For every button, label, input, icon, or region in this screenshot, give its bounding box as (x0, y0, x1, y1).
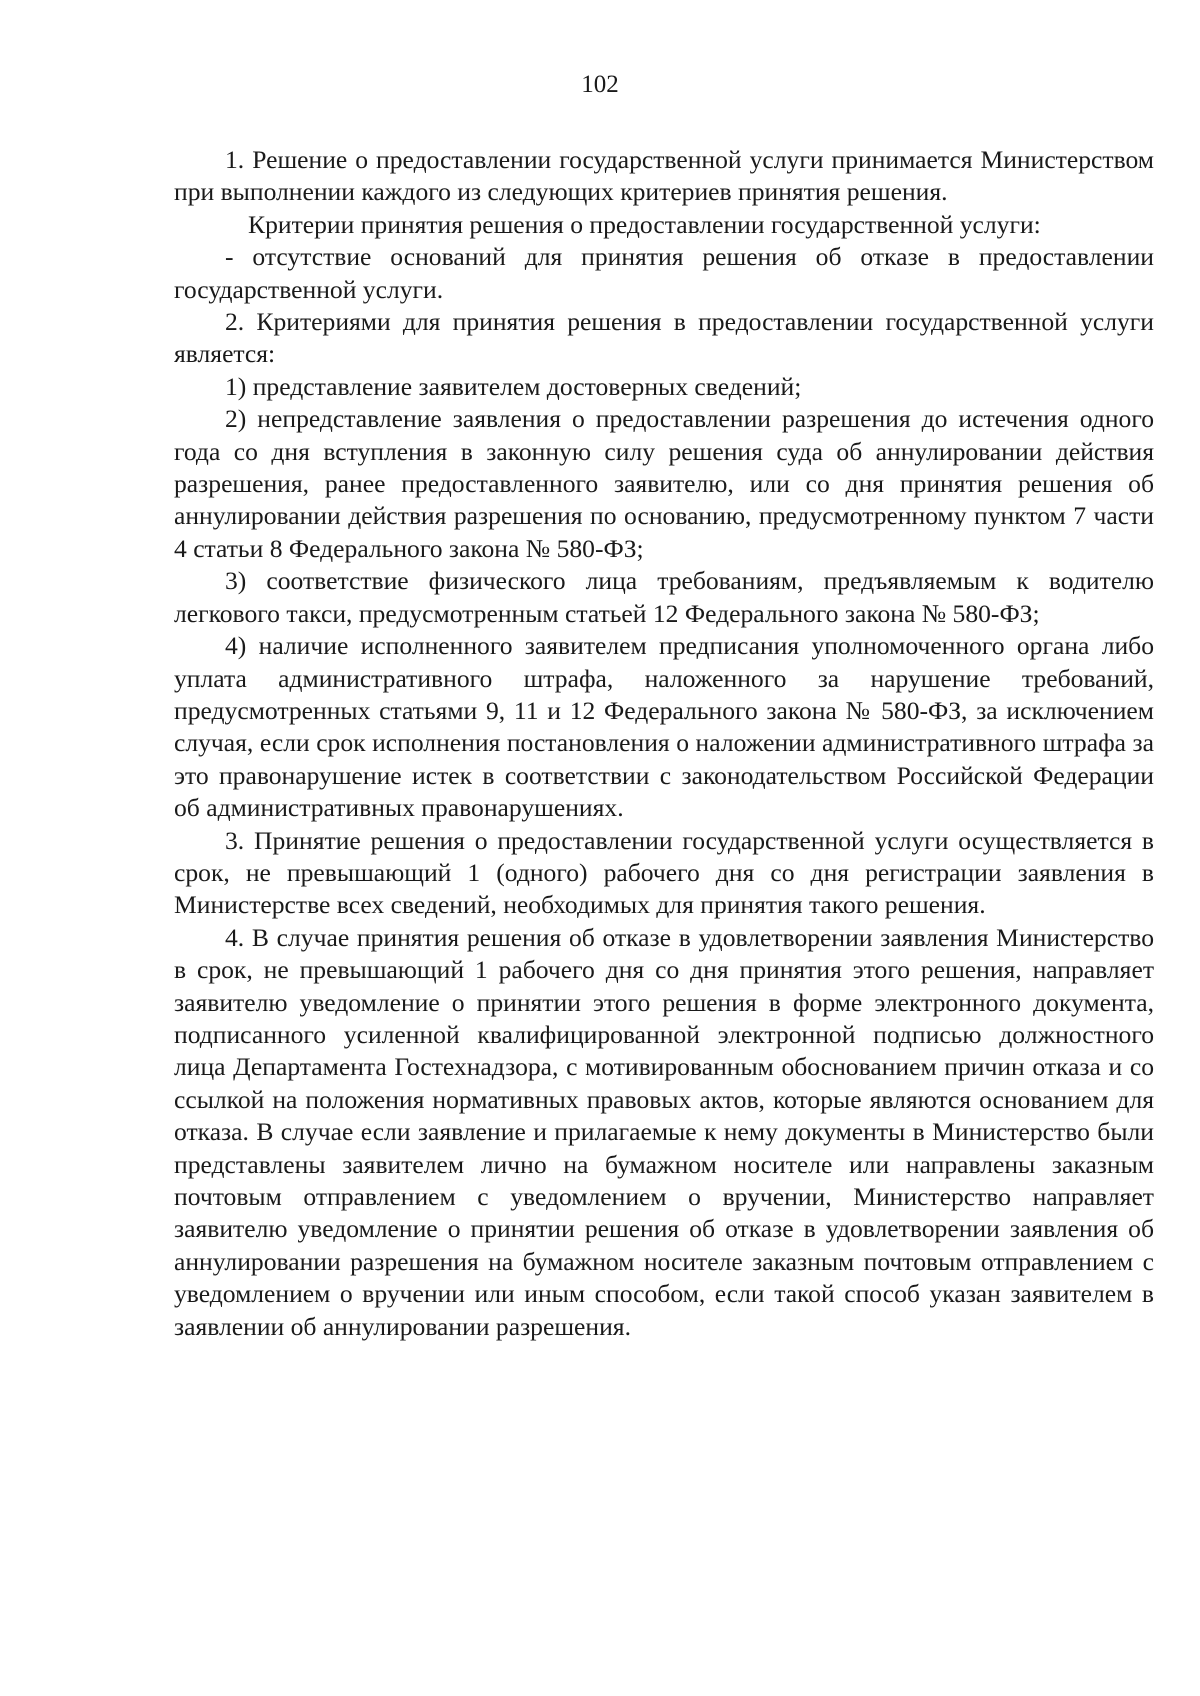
page-number: 102 (581, 71, 619, 98)
paragraph-criteria-heading: Критерии принятия решения о предоставлении государственной услуги: (248, 209, 1041, 239)
paragraph-2-item-1: 1) представление заявителем достоверных сведений; (225, 371, 802, 401)
paragraph-2-item-4: 4) наличие исполненного заявителем предписания уполномоченного органа либо уплата административного штрафа, наложенного за нарушение требований, предусмотренных статьями 9, 11 и 12 Федерального закона № 580-ФЗ, за исключением случая, если срок исполнения постановления о наложении административного штрафа за это правонарушение истек в соответствии с законодательством Российской Федерации об административных правонарушениях. (174, 631, 1154, 823)
paragraph-2-item-3: 3) соответствие физического лица требованиям, предъявляемым к водителю легкового такси, предусмотренным статьей 12 Федерального закона № 580-ФЗ; (174, 566, 1154, 628)
paragraph-4-refusal: 4. В случае принятия решения об отказе в удовлетворении заявления Министерство в срок, не превышающий 1 рабочего дня со дня принятия этого решения, направляет заявителю уведомление о принятии этого решения в форме электронного документа, подписанного усиленной квалифицированной электронной подписью должностного лица Департамента Гостехнадзора, с мотивированным обоснованием причин отказа и со ссылкой на положения нормативных правовых актов, которые являются основанием для отказа. В случае если заявление и прилагаемые к нему документы в Министерство были представлены заявителем лично на бумажном носителе или направлены заказным почтовым отправлением с уведомлением о вручении, Министерство направляет заявителю уведомление о принятии решения об отказе в удовлетворении заявления об аннулировании разрешения на бумажном носителе заказным почтовым отправлением с уведомлением о вручении или иным способом, если такой способ указан заявителем в заявлении об аннулировании разрешения. (174, 922, 1154, 1341)
document-body (174, 144, 1154, 1343)
paragraph-2-criteria: 2. Критериями для принятия решения в предоставлении государственной услуги является: (174, 307, 1154, 369)
paragraph-2-item-2: 2) непредставление заявления о предоставлении разрешения до истечения одного года со дня вступления в законную силу решения суда об аннулировании действия разрешения, ранее предоставленного заявителю, или со дня принятия решения об аннулировании действия разрешения по основанию, предусмотренному пунктом 7 части 4 статьи 8 Федерального закона № 580-ФЗ; (174, 404, 1154, 563)
paragraph-criteria-item: - отсутствие оснований для принятия решения об отказе в предоставлении государственной услуги. (174, 242, 1154, 304)
paragraph-1-decision: 1. Решение о предоставлении государственной услуги принимается Министерством при выполнении каждого из следующих критериев принятия решения. (174, 145, 1154, 207)
paragraph-3-term: 3. Принятие решения о предоставлении государственной услуги осуществляется в срок, не превышающий 1 (одного) рабочего дня со дня регистрации заявления в Министерстве всех сведений, необходимых для принятия такого решения. (174, 825, 1154, 920)
